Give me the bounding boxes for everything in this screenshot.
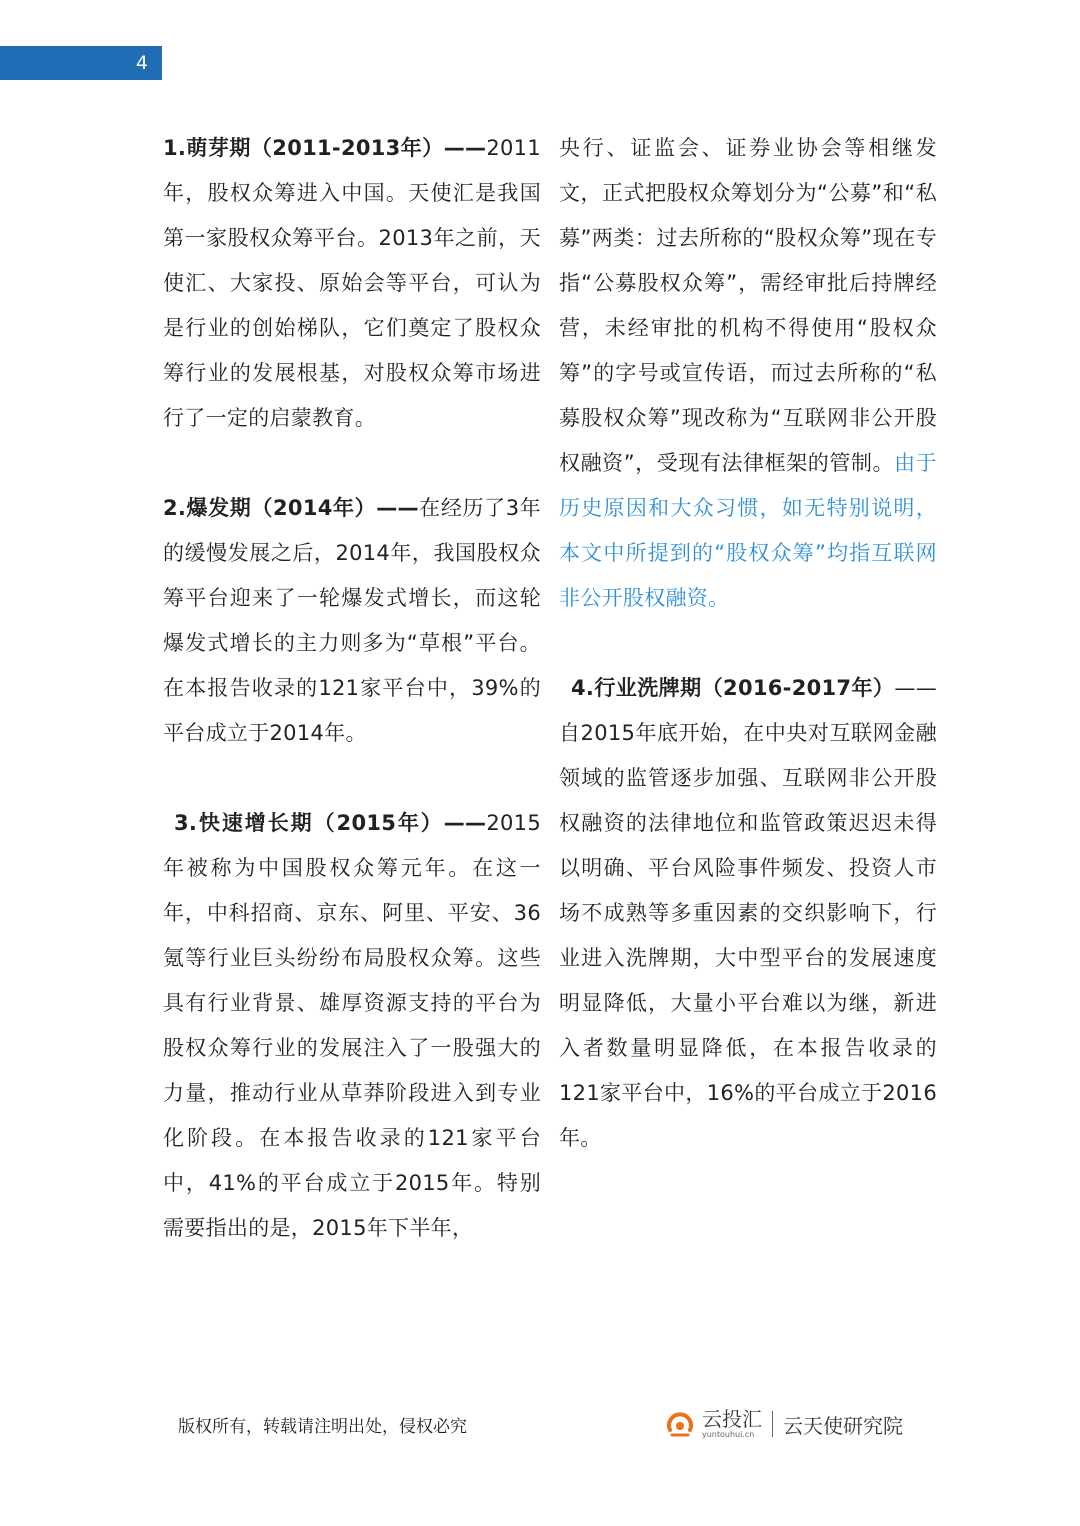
- section-3-body: 2015年被称为中国股权众筹元年。在这一年，中科招商、京东、阿里、平安、36氪等行业巨头纷纷布局股权众筹。这些具有行业背景、雄厚资源支持的平台为股权众筹行业的发展注入了一股强大的力量，推动行业从草莽阶段进入到专业化阶段。在本报告收录的121家平台中，41%的平台成立于2015年。特别需要指出的是，2015年下半年，: [163, 811, 541, 1240]
- yuntouhui-logo-icon: [664, 1408, 696, 1440]
- section-2-body: 在经历了3年的缓慢发展之后，2014年，我国股权众筹平台迎来了一轮爆发式增长，而这轮爆发式增长的主力则多为“草根”平台。在本报告收录的121家平台中，39%的平台成立于2014年。: [163, 496, 541, 745]
- right-column: [559, 126, 937, 1161]
- section-2-paragraph: [163, 486, 541, 756]
- section-4-paragraph: [559, 666, 937, 1161]
- page-footer: [0, 1396, 1080, 1452]
- section-4-heading: 4.行业洗牌期（2016-2017年）: [571, 676, 895, 700]
- section-4-heading-dash: ——: [894, 676, 937, 700]
- section-1-paragraph: [163, 126, 541, 441]
- section-1-body: 2011年，股权众筹进入中国。天使汇是我国第一家股权众筹平台。2013年之前，天使汇、大家投、原始会等平台，可认为是行业的创始梯队，它们奠定了股权众筹行业的发展根基，对股权众筹市场进行了一定的启蒙教育。: [163, 136, 541, 430]
- brand-logo-group: [664, 1402, 903, 1446]
- brand-name-block: [702, 1408, 762, 1440]
- copyright-notice: 版权所有，转载请注明出处，侵权必究: [178, 1417, 467, 1437]
- section-3-paragraph: [163, 801, 541, 1251]
- page-number: 4: [135, 52, 148, 74]
- section-1-heading: 1.萌芽期（2011-2013年）——: [163, 136, 487, 160]
- regulation-text: 央行、证监会、证券业协会等相继发文，正式把股权众筹划分为“公募”和“私募”两类：过去所称的“股权众筹”现在专指“公募股权众筹”，需经审批后持牌经营，未经审批的机构不得使用“股权众筹”的字号或宣传语，而过去所称的“私募股权众筹”现改称为“互联网非公开股权融资”，受现有法律框架的管制。: [559, 136, 937, 475]
- brand-divider: [772, 1411, 773, 1437]
- brand-url: yuntouhui.cn: [702, 1430, 755, 1439]
- page-number-tab: [0, 46, 162, 80]
- left-column: [163, 126, 541, 1251]
- institute-name: 云天使研究院: [783, 1413, 903, 1438]
- section-3-heading: 3.快速增长期（2015年）——: [174, 811, 487, 835]
- section-4-body: 自2015年底开始，在中央对互联网金融领域的监管逐步加强、互联网非公开股权融资的法律地位和监管政策迟迟未得以明确、平台风险事件频发、投资人市场不成熟等多重因素的交织影响下，行业进入洗牌期，大中型平台的发展速度明显降低，大量小平台难以为继，新进入者数量明显降低，在本报告收录的121家平台中，16%的平台成立于2016年。: [559, 721, 937, 1150]
- regulation-paragraph: [559, 126, 937, 621]
- highlight-note: 由于历史原因和大众习惯，如无特别说明，本文中所提到的“股权众筹”均指互联网非公开股权融资。: [559, 451, 937, 610]
- brand-name: 云投汇: [702, 1407, 762, 1431]
- section-2-heading: 2.爆发期（2014年）——: [163, 496, 419, 520]
